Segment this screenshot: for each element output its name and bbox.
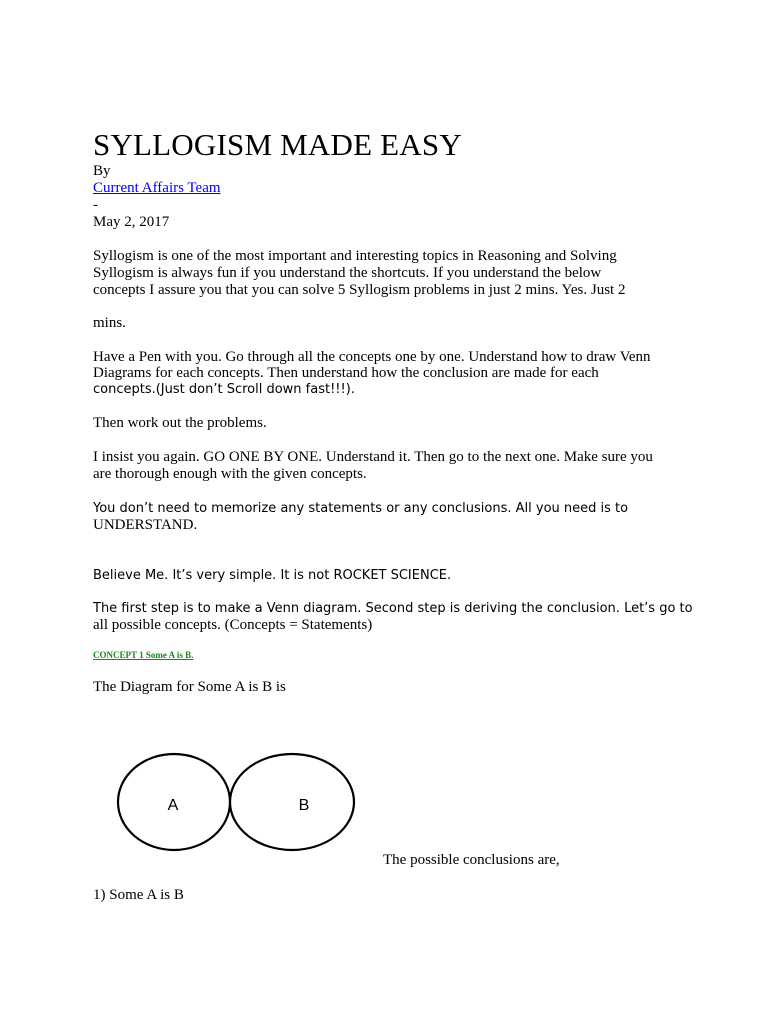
paragraph-2-line-3: concepts.(Just don’t Scroll down fast!!!). <box>93 382 355 397</box>
byline-prefix: By <box>93 163 111 179</box>
paragraph-1-line-2: Syllogism is always fun if you understand the shortcuts. If you understand the below <box>93 265 602 281</box>
venn-diagram <box>116 752 358 852</box>
paragraph-7-line-2: all possible concepts. (Concepts = Statements) <box>93 617 373 633</box>
paragraph-5-line-1: You don’t need to memorize any statements or any conclusions. All you need is to <box>93 501 629 516</box>
paragraph-2-line-1: Have a Pen with you. Go through all the concepts one by one. Understand how to draw Venn <box>93 349 651 365</box>
paragraph-1-line-3: concepts I assure you that you can solve 5 Syllogism problems in just 2 mins. Yes. Just 2 <box>93 282 626 298</box>
conclusion-1: 1) Some A is B <box>93 887 184 903</box>
publish-date: May 2, 2017 <box>93 214 170 230</box>
paragraph-6: Believe Me. It’s very simple. It is not ROCKET SCIENCE. <box>93 568 452 583</box>
venn-label-b: B <box>298 797 310 814</box>
paragraph-1-line-1: Syllogism is one of the most important and interesting topics in Reasoning and Solving <box>93 248 617 264</box>
author-link[interactable]: Current Affairs Team <box>93 180 221 196</box>
venn-label-a: A <box>167 797 179 814</box>
paragraph-7-line-1: The first step is to make a Venn diagram. Second step is deriving the conclusion. Let’s go to <box>93 601 693 616</box>
paragraph-5-line-2: UNDERSTAND. <box>93 517 198 533</box>
paragraph-4-line-1: I insist you again. GO ONE BY ONE. Understand it. Then go to the next one. Make sure you <box>93 449 653 465</box>
paragraph-1-line-4: mins. <box>93 315 126 331</box>
venn-circle-b <box>230 754 354 850</box>
byline-separator: - <box>93 197 98 213</box>
conclusions-intro: The possible conclusions are, <box>383 852 560 868</box>
diagram-intro: The Diagram for Some A is B is <box>93 679 286 695</box>
paragraph-3: Then work out the problems. <box>93 415 267 431</box>
article-title: SYLLOGISM MADE EASY <box>93 127 462 162</box>
paragraph-2-line-2: Diagrams for each concepts. Then understand how the conclusion are made for each <box>93 365 599 381</box>
paragraph-4-line-2: are thorough enough with the given concepts. <box>93 466 367 482</box>
concept-1-heading: CONCEPT 1 Some A is B. <box>93 650 194 660</box>
